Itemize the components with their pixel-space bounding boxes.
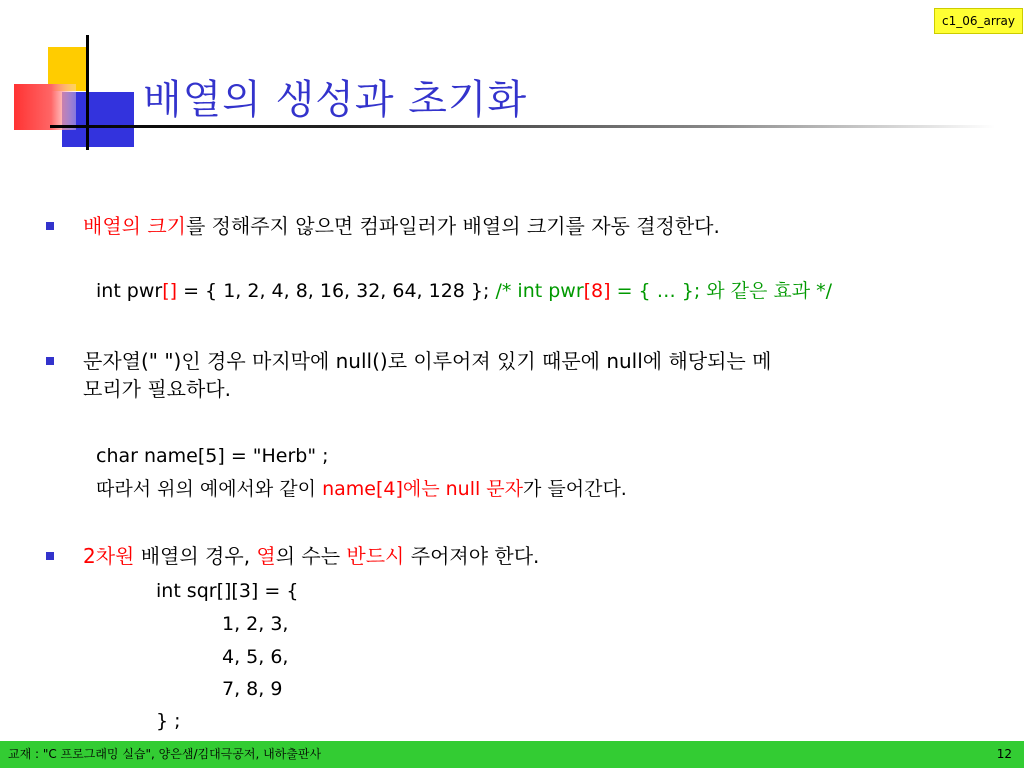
bullet-3-highlight: 열: [256, 544, 276, 568]
bullet-1-text: [83, 214, 720, 238]
bullet-marker: [46, 357, 54, 365]
title-underline: [50, 125, 995, 128]
bullet-marker: [46, 222, 54, 230]
code-3-line: 4, 5, 6,: [222, 646, 289, 668]
bullet-3-part: 주어져야 한다.: [404, 544, 540, 568]
slide-tag: c1_06_array: [934, 8, 1023, 34]
decorative-logo: [0, 0, 140, 160]
note-2-highlight: name[4]에는 null 문자: [322, 478, 523, 500]
bullet-3-part: 의 수는: [275, 544, 347, 568]
slide-title: 배열의 생성과 초기화: [143, 77, 528, 123]
code-1-part: = { 1, 2, 4, 8, 16, 32, 64, 128 };: [177, 280, 496, 302]
note-2: [96, 477, 627, 501]
code-1-part: int pwr: [96, 280, 163, 302]
code-1-comment-index: [8]: [583, 280, 611, 302]
code-3-line: } ;: [156, 710, 181, 732]
code-1-comment: /* int pwr: [495, 280, 584, 302]
bullet-3-highlight: 반드시: [346, 544, 405, 568]
bullet-3-text: [83, 544, 539, 568]
code-3-line: 7, 8, 9: [222, 678, 283, 700]
page-number: 12: [996, 747, 1012, 761]
footer-source: 교재 : "C 프로그래밍 실습", 양은샘/김대극공저, 내하출판사: [8, 747, 322, 761]
code-1-brackets: []: [162, 280, 178, 302]
code-example-1: [96, 279, 832, 303]
code-1-comment: = { … }; 와 같은 효과 */: [610, 280, 833, 302]
bullet-2-line-1: 문자열(" ")인 경우 마지막에 null()로 이루어져 있기 때문에 null에 해당되는 메: [83, 349, 772, 373]
note-2-part: 가 들어간다.: [523, 478, 627, 500]
logo-red-square: [14, 84, 76, 130]
bullet-marker: [46, 552, 54, 560]
logo-vertical-line: [86, 35, 89, 150]
bullet-3-highlight: 2차원: [83, 544, 135, 568]
code-example-2: char name[5] = "Herb" ;: [96, 445, 329, 467]
code-3-line: 1, 2, 3,: [222, 613, 289, 635]
bullet-2-line-2: 모리가 필요하다.: [83, 377, 231, 401]
bullet-3-part: 배열의 경우,: [134, 544, 257, 568]
bullet-1-highlight: 배열의 크기: [83, 214, 186, 238]
footer-bar: [0, 741, 1024, 768]
bullet-1-rest: 를 정해주지 않으면 컴파일러가 배열의 크기를 자동 결정한다.: [185, 214, 720, 238]
code-3-line: int sqr[][3] = {: [156, 580, 299, 602]
note-2-part: 따라서 위의 예에서와 같이: [96, 478, 323, 500]
